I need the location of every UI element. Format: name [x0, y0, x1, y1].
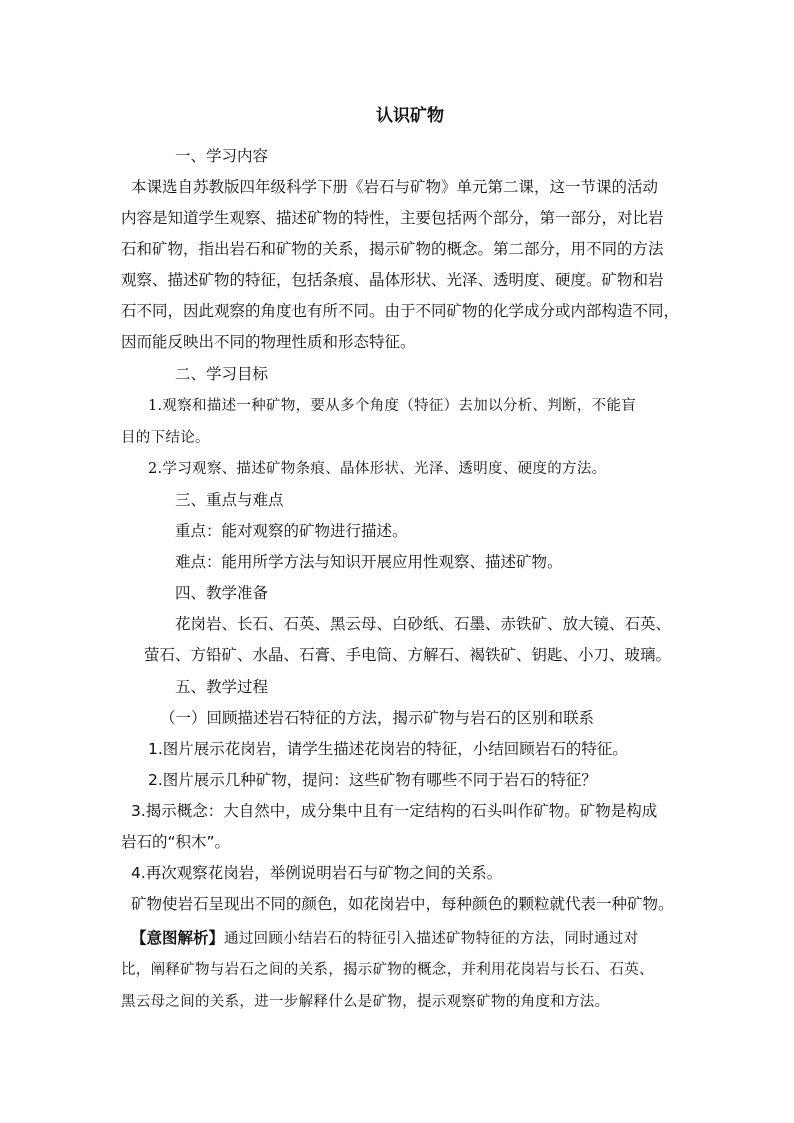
process-step-detail: 矿物使岩石呈现出不同的颜色，如花岗岩中，每种颜色的颗粒就代表一种矿物。 — [131, 895, 674, 913]
paragraph-line: 石不同，因此观察的角度也有所不同。由于不同矿物的化学成分或内部构造不同， — [121, 302, 680, 320]
paragraph-line: 内容是知道学生观察、描述矿物的特性，主要包括两个部分，第一部分，对比岩 — [121, 209, 664, 227]
intent-text-continued: 黑云母之间的关系，进一步解释什么是矿物，提示观察矿物的角度和方法。 — [121, 994, 610, 1010]
process-step: 2.图片展示几种矿物，提问：这些矿物有哪些不同于岩石的特征？ — [148, 771, 597, 789]
paragraph-line: 石和矿物，指出岩石和矿物的关系，揭示矿物的概念。第二部分，用不同的方法 — [121, 240, 664, 258]
process-step: 3.揭示概念：大自然中，成分集中且有一定结构的石头叫作矿物。矿物是构成 — [131, 802, 658, 820]
section-heading-process: 五、教学过程 — [175, 678, 269, 696]
intent-analysis-line — [131, 928, 638, 949]
goal-item: 1.观察和描述一种矿物，要从多个角度（特征）去加以分析、判断，不能盲 — [148, 398, 637, 414]
materials-list-line: 花岗岩、长石、石英、黑云母、白砂纸、石墨、赤铁矿、放大镜、石英、 — [175, 615, 672, 633]
section-heading-goals: 二、学习目标 — [175, 365, 269, 383]
goal-item: 2.学习观察、描述矿物条痕、晶体形状、光泽、透明度、硬度的方法。 — [148, 461, 607, 477]
paragraph-line: 本课选自苏教版四年级科学下册《岩石与矿物》单元第二课，这一节课的活动 — [131, 178, 659, 196]
section-heading-content: 一、学习内容 — [175, 147, 269, 165]
goal-item-continued: 目的下结论。 — [121, 430, 210, 446]
intent-label: 【意图解析】 — [131, 929, 225, 947]
document-title: 认识矿物 — [376, 106, 444, 126]
key-point-text: 重点：能对观察的矿物进行描述。 — [175, 522, 408, 540]
section-heading-key-points: 三、重点与难点 — [175, 491, 284, 509]
section-heading-preparation: 四、教学准备 — [175, 584, 269, 602]
process-step: 4.再次观察花岗岩，举例说明岩石与矿物之间的关系。 — [131, 864, 503, 882]
process-subheading: （一）回顾描述岩石特征的方法，揭示矿物与岩石的区别和联系 — [160, 709, 595, 727]
paragraph-line: 因而能反映出不同的物理性质和形态特征。 — [121, 333, 416, 351]
intent-text: 通过回顾小结岩石的特征引入描述矿物特征的方法，同时通过对 — [224, 931, 639, 947]
process-step: 1.图片展示花岗岩，请学生描述花岗岩的特征，小结回顾岩石的特征。 — [148, 740, 628, 758]
paragraph-line: 观察、描述矿物的特征，包括条痕、晶体形状、光泽、透明度、硬度。矿物和岩 — [121, 271, 664, 289]
intent-text-continued: 比，阐释矿物与岩石之间的关系，揭示矿物的概念，并利用花岗岩与长石、石英、 — [121, 962, 654, 978]
difficulty-text: 难点：能用所学方法与知识开展应用性观察、描述矿物。 — [175, 553, 563, 571]
process-step-continued: 岩石的“积木”。 — [121, 833, 231, 851]
materials-list-line: 萤石、方铅矿、水晶、石膏、手电筒、方解石、褐铁矿、钥匙、小刀、玻璃。 — [144, 646, 672, 664]
